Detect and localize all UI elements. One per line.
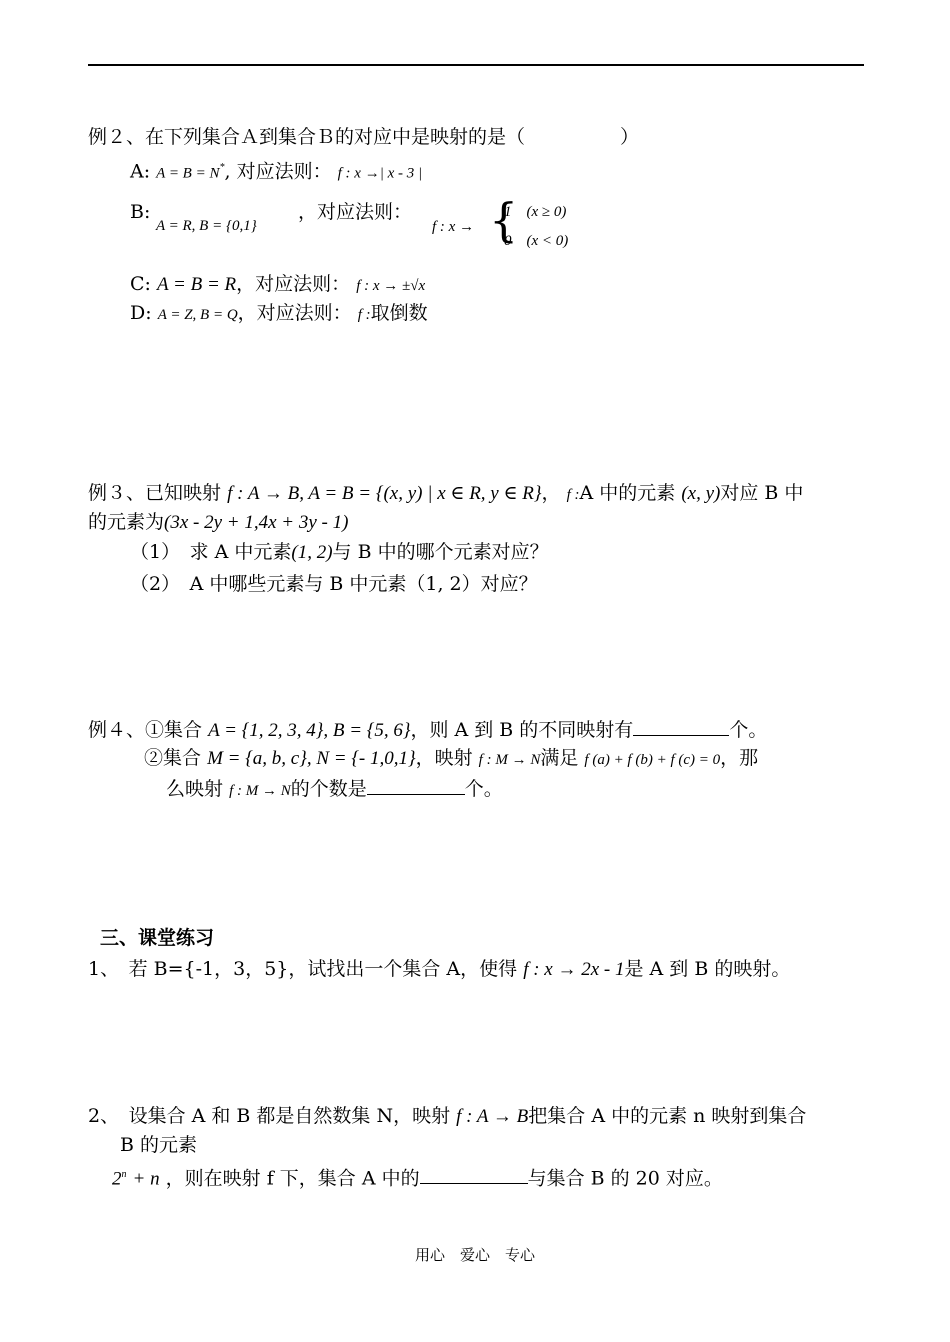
option-a-label: A: [130, 160, 151, 183]
ex3-q1-a: （1） 求 A 中元素 [130, 541, 292, 563]
ex4-p3-c: 个。 [464, 778, 503, 800]
ex3-line2 [88, 510, 348, 535]
ex3-line1-xy: (x, y) [681, 483, 721, 504]
ex3-line2-math: (3x - 2y + 1,4x + 3y - 1) [164, 512, 349, 533]
ex2-option-a [130, 156, 422, 185]
ex4-p3-b: 的个数是 [290, 778, 367, 800]
ex4-p3-a: 么映射 [166, 778, 224, 800]
exercise-2-line3-sup: n [121, 1169, 127, 1180]
option-a-rule: f : x →| x - 3 | [337, 165, 423, 182]
ex3-line1-math: f : A → B, A = B = {(x, y) | x ∈ R, y ∈ R} [227, 483, 542, 504]
option-b-rule-label: ，对应法则： [298, 201, 413, 223]
ex2-option-b-case2-row [504, 228, 568, 253]
option-c-sets: A = B = R [157, 274, 237, 295]
exercise-1-b: 是 A 到 B 的映射。 [624, 958, 791, 980]
ex2-option-b-sets-row [156, 212, 257, 238]
ex2-option-d [130, 301, 428, 327]
exercise-2-line2-text: B 的元素 [120, 1134, 198, 1156]
ex3-line1-a: 例３、已知映射 [88, 482, 222, 504]
ex3-q2: （2） A 中哪些元素与 B 中元素（1, 2）对应？ [130, 573, 538, 595]
section-heading [100, 926, 214, 950]
ex4-blank-1[interactable] [633, 717, 729, 736]
option-b-case2: 0 (x < 0) [504, 233, 569, 249]
exercise-2-line3-b: 与集合 B 的 20 对应。 [527, 1167, 723, 1190]
ex2-option-b-rule-label-row [298, 200, 412, 224]
option-d-rule-label: ，对应法则： [237, 302, 352, 324]
ex4-p2-b: ，映射 [415, 747, 473, 769]
exercise-1-a: 1、 若 B={-1，3，5}，试找出一个集合 A，使得 [88, 958, 518, 980]
ex2-option-b-case1-row [504, 199, 566, 224]
ex4-p1-c: 个。 [729, 719, 768, 741]
option-b-sets: A = R, B = {0,1} [156, 218, 257, 234]
option-c-rule: f : x → ±√x [356, 278, 426, 294]
ex4-p1-a: 例４、①集合 [88, 719, 203, 741]
ex4-part1 [88, 717, 767, 743]
ex2-option-c [130, 272, 425, 298]
ex2-stem-text: 例２、在下列集合Ａ到集合Ｂ的对应中是映射的是（ ） [88, 126, 640, 148]
option-d-rule: f : [357, 307, 371, 323]
exercise-1 [88, 957, 790, 982]
option-a-rule-label: , 对应法则： [224, 160, 332, 183]
ex3-line1-c: A 中的元素 [579, 482, 676, 504]
exercise-2-line3-a: ，则在映射 f 下，集合 A 中的 [165, 1167, 420, 1190]
option-c-rule-label: ，对应法则： [236, 273, 351, 295]
ex4-p1-b: ，则 A 到 B 的不同映射有 [410, 719, 634, 741]
ex3-line1 [88, 481, 803, 507]
ex4-part3 [166, 776, 503, 803]
ex3-line1-f: f : [566, 487, 580, 503]
ex3-line1-d: 对应 B 中 [720, 482, 804, 504]
exercise-2-line1 [88, 1104, 806, 1129]
footer-text: 用心 爱心 专心 [414, 1246, 535, 1264]
option-a-sets: A = B = N [156, 165, 220, 182]
ex4-p2-a: ②集合 [144, 747, 202, 769]
ex4-p2-d: ，那 [720, 747, 759, 769]
ex4-p2-math2: f : M → N [478, 752, 541, 768]
exercise-1-math: f : x → 2x - 1 [523, 959, 625, 980]
option-b-brace: { [489, 193, 519, 247]
exercise-2-blank[interactable] [420, 1165, 528, 1184]
exercise-2-line3-math2: + n [132, 1168, 160, 1190]
ex4-p2-math1: M = {a, b, c}, N = {- 1,0,1} [207, 748, 416, 769]
ex3-question-1 [130, 540, 549, 565]
option-b-label: B: [130, 201, 151, 223]
exercise-2-line2 [120, 1133, 197, 1157]
exercise-2-line3 [112, 1163, 723, 1191]
exercise-2-line1-math: f : A → B [456, 1106, 529, 1127]
ex2-option-b [130, 200, 150, 224]
ex4-p2-math3: f (a) + f (b) + f (c) = 0 [584, 752, 721, 768]
header-rule [88, 64, 864, 66]
ex2-option-b-rule-row [432, 213, 474, 239]
ex3-q1-b: 与 B 中的哪个元素对应？ [332, 541, 549, 563]
section-title: 三、课堂练习 [100, 927, 215, 949]
ex2-stem [88, 125, 639, 149]
ex3-line1-b: ， [541, 482, 561, 504]
ex3-line2-a: 的元素为 [88, 511, 165, 533]
option-d-label: D: [130, 302, 152, 324]
ex4-p1-math: A = {1, 2, 3, 4}, B = {5, 6} [208, 720, 411, 741]
page-footer [0, 1244, 950, 1265]
exercise-2-line3-math: 2 [112, 1168, 122, 1190]
option-d-rule-text: 取倒数 [370, 302, 428, 324]
ex3-question-2 [130, 572, 538, 596]
ex4-blank-2[interactable] [367, 776, 465, 795]
option-d-sets: A = Z, B = Q [157, 307, 238, 323]
ex4-part2 [144, 746, 758, 772]
option-b-rule: f : x → [432, 219, 475, 235]
option-b-case1: 1 (x ≥ 0) [504, 204, 567, 220]
ex4-p3-math: f : M → N [229, 783, 291, 799]
option-a-sup: * [219, 162, 225, 173]
ex4-p2-c: 满足 [540, 747, 579, 769]
exercise-2-line1-a: 2、 设集合 A 和 B 都是自然数集 N，映射 [88, 1105, 451, 1127]
exercise-2-line1-b: 把集合 A 中的元素 n 映射到集合 [528, 1105, 807, 1127]
ex3-q1-math: (1, 2) [291, 542, 333, 563]
option-c-label: C: [130, 273, 151, 295]
